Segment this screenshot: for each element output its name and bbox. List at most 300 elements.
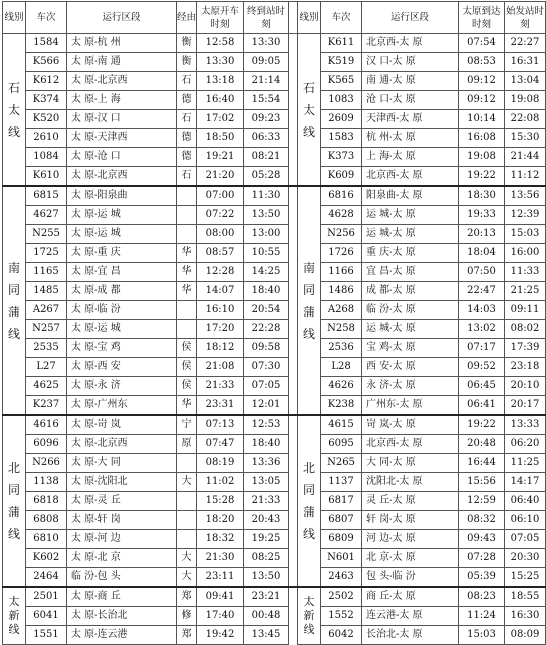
depart-origin-time: 09:11 (505, 301, 546, 320)
table-row (3, 511, 546, 530)
via-station: 大 (177, 549, 197, 568)
column-gap (289, 186, 298, 206)
via-station: 侯 (177, 358, 197, 377)
via-station (177, 206, 197, 225)
depart-time: 12:58 (197, 34, 244, 53)
arrive-taiyuan-time: 12:59 (459, 492, 505, 511)
arrive-time: 07:30 (244, 358, 289, 377)
arrive-taiyuan-time: 19:33 (459, 206, 505, 225)
depart-time: 21:30 (197, 549, 244, 568)
depart-origin-time: 21:25 (505, 282, 546, 301)
depart-origin-time: 13:33 (505, 415, 546, 435)
route: 临 汾-包 头 (67, 568, 177, 588)
depart-time: 21:20 (197, 167, 244, 187)
line-name-left: 北同蒲线 (3, 415, 26, 587)
arrive-time: 09:58 (244, 339, 289, 358)
column-gap (289, 225, 298, 244)
train-number-right: 1137 (321, 473, 362, 492)
depart-origin-time: 06:20 (505, 435, 546, 454)
route: 太 原-西 安 (67, 358, 177, 377)
arrive-time: 12:53 (244, 415, 289, 435)
arrive-taiyuan-time: 20:13 (459, 225, 505, 244)
route: 太 原-南 通 (67, 53, 177, 72)
via-station: 华 (177, 396, 197, 416)
arrive-time: 19:25 (244, 530, 289, 549)
arrive-taiyuan-time: 07:50 (459, 263, 505, 282)
arrive-time: 23:21 (244, 587, 289, 607)
route-right: 南 通-太 原 (362, 72, 459, 91)
train-number: 1138 (26, 473, 67, 492)
train-number: 4625 (26, 377, 67, 396)
via-station: 原 (177, 435, 197, 454)
train-number: 4616 (26, 415, 67, 435)
depart-origin-time: 15:03 (505, 225, 546, 244)
depart-time: 08:19 (197, 454, 244, 473)
depart-origin-time: 11:25 (505, 454, 546, 473)
route: 太 原-汉 口 (67, 110, 177, 129)
train-number: 1084 (26, 148, 67, 167)
route: 太 原-北 京 (67, 549, 177, 568)
depart-origin-time: 06:40 (505, 492, 546, 511)
route-right: 连云港-太 原 (362, 607, 459, 626)
via-station: 大 (177, 473, 197, 492)
train-number-right: K373 (321, 148, 362, 167)
route-right: 上 海-太 原 (362, 148, 459, 167)
depart-time: 08:57 (197, 244, 244, 263)
via-station: 德 (177, 148, 197, 167)
depart-origin-time: 11:12 (505, 167, 546, 187)
route-right: 阳泉曲-太 原 (362, 186, 459, 206)
train-number-right: 4626 (321, 377, 362, 396)
column-gap (289, 435, 298, 454)
arrive-taiyuan-time: 19:22 (459, 167, 505, 187)
route-right: 北京西-太 原 (362, 435, 459, 454)
table-row (3, 435, 546, 454)
route-right: 天津西-太 原 (362, 110, 459, 129)
train-number-right: K238 (321, 396, 362, 416)
table-row (3, 377, 546, 396)
train-number-right: 4615 (321, 415, 362, 435)
route: 太 原-成 都 (67, 282, 177, 301)
arrive-taiyuan-time: 09:52 (459, 358, 505, 377)
route-right: 岢 岚-太 原 (362, 415, 459, 435)
depart-origin-time: 08:02 (505, 320, 546, 339)
arrive-time: 13:50 (244, 206, 289, 225)
route-right: 北 京-太 原 (362, 549, 459, 568)
column-gap (289, 129, 298, 148)
depart-origin-time: 19:08 (505, 91, 546, 110)
route-right: 包 头-临 汾 (362, 568, 459, 588)
via-station: 石 (177, 72, 197, 91)
train-number-right: K565 (321, 72, 362, 91)
arrive-time: 09:05 (244, 53, 289, 72)
header-route: 运行区段 (67, 2, 177, 34)
train-number-right: N256 (321, 225, 362, 244)
train-number: 1485 (26, 282, 67, 301)
depart-time: 21:08 (197, 358, 244, 377)
train-number-right: K609 (321, 167, 362, 187)
route-right: 临 汾-太 原 (362, 301, 459, 320)
train-number: K610 (26, 167, 67, 187)
route-right: 北京西-太 原 (362, 167, 459, 187)
depart-origin-time: 18:55 (505, 587, 546, 607)
arrive-taiyuan-time: 20:48 (459, 435, 505, 454)
arrive-time: 13:45 (244, 626, 289, 645)
column-gap (289, 339, 298, 358)
route: 太 原-临 汾 (67, 301, 177, 320)
train-number: 2610 (26, 129, 67, 148)
depart-origin-time: 16:00 (505, 244, 546, 263)
train-number-right: 6807 (321, 511, 362, 530)
table-row (3, 225, 546, 244)
route-right: 沈阳北-太 原 (362, 473, 459, 492)
train-number-right: 1583 (321, 129, 362, 148)
depart-origin-time: 20:17 (505, 396, 546, 416)
via-station: 石 (177, 167, 197, 187)
train-number-right: L28 (321, 358, 362, 377)
train-number-right: 6816 (321, 186, 362, 206)
line-name-right: 太新线 (298, 587, 321, 645)
column-gap (289, 91, 298, 110)
route: 太 原-宝 鸡 (67, 339, 177, 358)
arrive-taiyuan-time: 06:41 (459, 396, 505, 416)
train-number-right: 6809 (321, 530, 362, 549)
train-number: N257 (26, 320, 67, 339)
arrive-taiyuan-time: 15:03 (459, 626, 505, 645)
train-number: L27 (26, 358, 67, 377)
depart-origin-time: 20:30 (505, 549, 546, 568)
depart-time: 23:11 (197, 568, 244, 588)
via-station (177, 186, 197, 206)
train-number: 4627 (26, 206, 67, 225)
via-station (177, 225, 197, 244)
column-gap (289, 320, 298, 339)
route-right: 灵 丘-太 原 (362, 492, 459, 511)
depart-time: 18:20 (197, 511, 244, 530)
train-number: K566 (26, 53, 67, 72)
train-number: N266 (26, 454, 67, 473)
table-row (3, 34, 546, 53)
train-number: 6810 (26, 530, 67, 549)
arrive-taiyuan-time: 18:30 (459, 186, 505, 206)
via-station: 德 (177, 91, 197, 110)
arrive-time: 18:40 (244, 282, 289, 301)
table-row (3, 607, 546, 626)
route: 太 原-阳泉曲 (67, 186, 177, 206)
train-number-right: N265 (321, 454, 362, 473)
route: 太 原-轩 岗 (67, 511, 177, 530)
line-name-left: 南同蒲线 (3, 186, 26, 415)
via-station: 修 (177, 607, 197, 626)
arrive-time: 20:43 (244, 511, 289, 530)
arrive-taiyuan-time: 10:14 (459, 110, 505, 129)
route-right: 宝 鸡-太 原 (362, 339, 459, 358)
table-row (3, 167, 546, 187)
route-right: 运 城-太 原 (362, 320, 459, 339)
depart-time: 13:30 (197, 53, 244, 72)
table-row (3, 396, 546, 416)
column-gap (289, 167, 298, 187)
arrive-taiyuan-time: 06:45 (459, 377, 505, 396)
depart-time: 19:21 (197, 148, 244, 167)
column-gap (289, 206, 298, 225)
depart-time: 18:50 (197, 129, 244, 148)
header-arrive: 终到站时刻 (244, 2, 289, 34)
depart-origin-time: 23:18 (505, 358, 546, 377)
depart-origin-time: 15:25 (505, 568, 546, 588)
via-station (177, 454, 197, 473)
depart-time: 16:10 (197, 301, 244, 320)
route: 太 原-北京西 (67, 72, 177, 91)
arrive-taiyuan-time: 07:28 (459, 549, 505, 568)
line-name-left: 石太线 (3, 34, 26, 187)
arrive-taiyuan-time: 16:08 (459, 129, 505, 148)
via-station: 德 (177, 129, 197, 148)
via-station (177, 492, 197, 511)
arrive-taiyuan-time: 11:24 (459, 607, 505, 626)
table-row (3, 72, 546, 91)
arrive-taiyuan-time: 19:08 (459, 148, 505, 167)
train-timetable (2, 1, 546, 645)
column-gap (289, 34, 298, 53)
column-gap (289, 2, 298, 34)
column-gap (289, 244, 298, 263)
route-right: 西 安-太 原 (362, 358, 459, 377)
depart-time: 17:20 (197, 320, 244, 339)
route: 太 原-商 丘 (67, 587, 177, 607)
route: 太 原-北京西 (67, 167, 177, 187)
train-number: N255 (26, 225, 67, 244)
arrive-time: 06:33 (244, 129, 289, 148)
route: 太 原-沧 口 (67, 148, 177, 167)
depart-origin-time: 13:56 (505, 186, 546, 206)
depart-origin-time: 12:39 (505, 206, 546, 225)
table-row (3, 626, 546, 645)
depart-time: 19:42 (197, 626, 244, 645)
column-gap (289, 53, 298, 72)
arrive-taiyuan-time: 07:17 (459, 339, 505, 358)
via-station: 侯 (177, 339, 197, 358)
arrive-time: 15:54 (244, 91, 289, 110)
via-station: 侯 (177, 377, 197, 396)
route: 太 原-运 城 (67, 225, 177, 244)
train-number: 1584 (26, 34, 67, 53)
table-row (3, 358, 546, 377)
depart-origin-time: 16:31 (505, 53, 546, 72)
header-row (3, 2, 546, 34)
route: 太 原-河 边 (67, 530, 177, 549)
table-row (3, 473, 546, 492)
table-row (3, 415, 546, 435)
column-gap (289, 301, 298, 320)
via-station: 郑 (177, 587, 197, 607)
route-right: 永 济-太 原 (362, 377, 459, 396)
header-train: 车次 (26, 2, 67, 34)
column-gap (289, 263, 298, 282)
route-right: 运 城-太 原 (362, 225, 459, 244)
table-row (3, 129, 546, 148)
route-right: 轩 岗-太 原 (362, 511, 459, 530)
depart-origin-time: 22:27 (505, 34, 546, 53)
column-gap (289, 454, 298, 473)
depart-origin-time: 06:10 (505, 511, 546, 530)
arrive-taiyuan-time: 08:32 (459, 511, 505, 530)
train-number-right: 2536 (321, 339, 362, 358)
column-gap (289, 148, 298, 167)
arrive-taiyuan-time: 09:43 (459, 530, 505, 549)
column-gap (289, 396, 298, 416)
route-right: 广州东-太 原 (362, 396, 459, 416)
arrive-time: 07:05 (244, 377, 289, 396)
depart-time: 09:41 (197, 587, 244, 607)
depart-origin-time: 07:05 (505, 530, 546, 549)
train-number-right: 1083 (321, 91, 362, 110)
route: 太 原-连云港 (67, 626, 177, 645)
route: 太 原-长治北 (67, 607, 177, 626)
depart-time: 16:40 (197, 91, 244, 110)
column-gap (289, 530, 298, 549)
depart-time: 23:31 (197, 396, 244, 416)
route-right: 长治北-太 原 (362, 626, 459, 645)
arrive-time: 13:50 (244, 568, 289, 588)
train-number-right: N601 (321, 549, 362, 568)
train-number: K374 (26, 91, 67, 110)
table-row (3, 110, 546, 129)
table-row (3, 244, 546, 263)
arrive-taiyuan-time: 22:47 (459, 282, 505, 301)
route-right: 运 城-太 原 (362, 206, 459, 225)
depart-time: 14:07 (197, 282, 244, 301)
via-station (177, 301, 197, 320)
table-row (3, 206, 546, 225)
via-station: 华 (177, 263, 197, 282)
depart-time: 18:12 (197, 339, 244, 358)
arrive-time: 14:25 (244, 263, 289, 282)
route: 太 原-运 城 (67, 320, 177, 339)
table-row (3, 263, 546, 282)
arrive-taiyuan-time: 09:12 (459, 72, 505, 91)
train-number: 6815 (26, 186, 67, 206)
column-gap (289, 549, 298, 568)
train-number: A267 (26, 301, 67, 320)
arrive-time: 22:28 (244, 320, 289, 339)
depart-time: 17:40 (197, 607, 244, 626)
train-number: K520 (26, 110, 67, 129)
route-right: 杭 州-太 原 (362, 129, 459, 148)
depart-time: 07:47 (197, 435, 244, 454)
route-right: 商 丘-太 原 (362, 587, 459, 607)
via-station (177, 511, 197, 530)
table-row (3, 282, 546, 301)
train-number: 1165 (26, 263, 67, 282)
train-number: 6808 (26, 511, 67, 530)
train-number-right: K611 (321, 34, 362, 53)
timetable-body (3, 34, 546, 645)
column-gap (289, 282, 298, 301)
depart-time: 07:13 (197, 415, 244, 435)
column-gap (289, 607, 298, 626)
arrive-time: 13:36 (244, 454, 289, 473)
arrive-time: 20:54 (244, 301, 289, 320)
depart-origin-time: 17:39 (505, 339, 546, 358)
arrive-time: 13:30 (244, 34, 289, 53)
route-right: 北京西-太 原 (362, 34, 459, 53)
arrive-time: 09:23 (244, 110, 289, 129)
train-number: 6096 (26, 435, 67, 454)
route: 太 原-运 城 (67, 206, 177, 225)
table-row (3, 492, 546, 511)
arrive-taiyuan-time: 19:22 (459, 415, 505, 435)
depart-time: 07:00 (197, 186, 244, 206)
route: 太 原-大 同 (67, 454, 177, 473)
header-depart: 太原开车时刻 (197, 2, 244, 34)
arrive-taiyuan-time: 13:02 (459, 320, 505, 339)
depart-time: 13:18 (197, 72, 244, 91)
column-gap (289, 511, 298, 530)
train-number-right: 1486 (321, 282, 362, 301)
train-number-right: 6095 (321, 435, 362, 454)
depart-time: 12:28 (197, 263, 244, 282)
arrive-time: 18:40 (244, 435, 289, 454)
route: 太 原-天津西 (67, 129, 177, 148)
route-right: 大 同-太 原 (362, 454, 459, 473)
train-number-right: A268 (321, 301, 362, 320)
arrive-time: 00:48 (244, 607, 289, 626)
depart-origin-time: 16:30 (505, 607, 546, 626)
depart-time: 07:22 (197, 206, 244, 225)
via-station: 华 (177, 282, 197, 301)
table-row (3, 320, 546, 339)
line-name-left: 太新线 (3, 587, 26, 645)
depart-time: 15:28 (197, 492, 244, 511)
header-route-right: 运行区段 (362, 2, 459, 34)
header-line: 线别 (3, 2, 26, 34)
line-name-right: 北同蒲线 (298, 415, 321, 587)
line-name-right: 南同蒲线 (298, 186, 321, 415)
column-gap (289, 587, 298, 607)
arrive-taiyuan-time: 08:23 (459, 587, 505, 607)
table-row (3, 568, 546, 588)
column-gap (289, 415, 298, 435)
via-station: 衡 (177, 34, 197, 53)
depart-time: 11:02 (197, 473, 244, 492)
train-number-right: 2502 (321, 587, 362, 607)
route: 太 原-灵 丘 (67, 492, 177, 511)
arrive-time: 21:14 (244, 72, 289, 91)
route: 太 原-永 济 (67, 377, 177, 396)
train-number-right: 2463 (321, 568, 362, 588)
table-row (3, 91, 546, 110)
depart-origin-time: 15:30 (505, 129, 546, 148)
table-row (3, 339, 546, 358)
route: 太 原-广州东 (67, 396, 177, 416)
depart-origin-time: 21:44 (505, 148, 546, 167)
via-station: 郑 (177, 626, 197, 645)
train-number-right: 6817 (321, 492, 362, 511)
header-line-right: 线别 (298, 2, 321, 34)
arrive-time: 05:28 (244, 167, 289, 187)
table-row (3, 53, 546, 72)
arrive-time: 10:55 (244, 244, 289, 263)
arrive-taiyuan-time: 16:44 (459, 454, 505, 473)
route-right: 成 都-太 原 (362, 282, 459, 301)
via-station: 衡 (177, 53, 197, 72)
train-number: 2464 (26, 568, 67, 588)
route-right: 沧 口-太 原 (362, 91, 459, 110)
train-number-right: K519 (321, 53, 362, 72)
train-number: 6041 (26, 607, 67, 626)
arrive-time: 13:05 (244, 473, 289, 492)
